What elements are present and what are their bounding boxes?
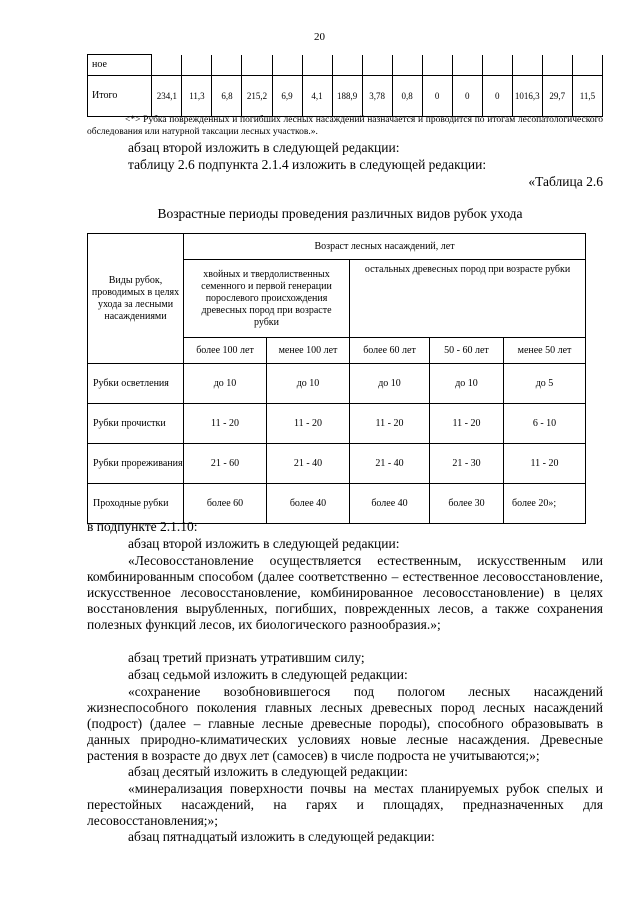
table-cell: 11 - 20 — [430, 404, 504, 444]
instruction-line: таблицу 2.6 подпункта 2.1.4 изложить в следующей редакции: — [128, 157, 487, 172]
row-label: Рубки осветления — [88, 364, 184, 404]
subheader-cell: более 60 лет — [350, 338, 430, 364]
table-cell: до 10 — [430, 364, 504, 404]
header-group-other: остальных древесных пород при возрасте рубки — [350, 260, 586, 338]
table-row-total — [88, 76, 603, 117]
subheader-cell: более 100 лет — [184, 338, 267, 364]
table-cell: 11 - 20 — [504, 444, 586, 484]
instruction-line: абзац второй изложить в следующей редакции: — [128, 140, 400, 155]
table-cell: 11 - 20 — [267, 404, 350, 444]
subheader-cell: 50 - 60 лет — [430, 338, 504, 364]
header-types: Виды рубок, проводимых в целях ухода за лесными насаждениями — [88, 234, 184, 364]
table-cell: до 5 — [504, 364, 586, 404]
table-cell: более 40 — [267, 484, 350, 524]
table-cell: 21 - 40 — [267, 444, 350, 484]
total-cell: 0 — [482, 76, 512, 117]
previous-table — [87, 54, 603, 117]
paragraph: в подпункте 2.1.10: — [87, 519, 198, 534]
table-caption: Возрастные периоды проведения различных видов рубок ухода — [157, 206, 523, 221]
footnote: <*> Рубка поврежденных и погибших лесных насаждений назначается и проводится по итогам лесопатологического обследования или натурной таксации лесных участков.». — [87, 115, 603, 137]
table-number: «Таблица 2.6 — [528, 174, 603, 189]
table-cell: более 30 — [430, 484, 504, 524]
paragraph: абзац седьмой изложить в следующей редакции: — [128, 667, 408, 682]
row-label: Проходные рубки — [88, 484, 184, 524]
table-row — [88, 444, 586, 484]
table-row — [88, 484, 586, 524]
page-number: 20 — [314, 31, 325, 43]
paragraph: «сохранение возобновившегося под пологом лесных насаждений жизнеспособного поколения главных лесных древесных пород лесных насаждений (подрост) (далее – главные лесные древесные породы), способного образовывать в данных природно-климатических условиях новые лесные насаждения. Древесные растения в возрасте до двух лет (самосев) в числе подроста не учитываются;»; — [87, 684, 603, 763]
paragraph: абзац десятый изложить в следующей редакции: — [128, 764, 408, 779]
total-cell: 1016,3 — [512, 76, 542, 117]
total-cell: 3,78 — [362, 76, 392, 117]
table-row — [88, 55, 603, 76]
total-cell: 234,1 — [152, 76, 182, 117]
table-cell: 11 - 20 — [184, 404, 267, 444]
total-cell: 0 — [422, 76, 452, 117]
table-cell: 21 - 60 — [184, 444, 267, 484]
subheader-cell: менее 100 лет — [267, 338, 350, 364]
table-cell: более 20»; — [504, 484, 586, 524]
partial-row-label: ное — [88, 55, 152, 76]
table-cell: более 60 — [184, 484, 267, 524]
total-cell: 4,1 — [302, 76, 332, 117]
total-cell: 188,9 — [332, 76, 362, 117]
table-2-6 — [87, 233, 586, 524]
total-cell: 11,5 — [572, 76, 602, 117]
subheader-cell: менее 50 лет — [504, 338, 586, 364]
table-cell: до 10 — [350, 364, 430, 404]
header-group-conifer: хвойных и твердолиственных семенного и первой генерации порослевого происхождения древесных пород при возрасте рубки — [184, 260, 350, 338]
table-row — [88, 364, 586, 404]
row-label: Рубки прореживания — [88, 444, 184, 484]
table-cell: до 10 — [267, 364, 350, 404]
total-cell: 0 — [452, 76, 482, 117]
paragraph: «Лесовосстановление осуществляется естественным, искусственным или комбинированным способом (далее соответственно – естественное лесовосстановление, искусственное лесовосстановление, комбинированное лесовосстановление) в целях восстановления вырубленных, погибших, поврежденных лесов, а также сохранения полезных функций лесов, их биологического разнообразия.»; — [87, 553, 603, 632]
table-cell: 21 - 40 — [350, 444, 430, 484]
total-cell: 6,8 — [212, 76, 242, 117]
total-cell: 29,7 — [542, 76, 572, 117]
header-age: Возраст лесных насаждений, лет — [184, 234, 586, 260]
paragraph: «минерализация поверхности почвы на местах планируемых рубок спелых и перестойных насаждений, на гарях и площадях, предназначенных для лесовосстановления;»; — [87, 781, 603, 828]
total-label: Итого — [88, 76, 152, 117]
row-label: Рубки прочистки — [88, 404, 184, 444]
paragraph: абзац пятнадцатый изложить в следующей редакции: — [128, 829, 435, 844]
total-cell: 0,8 — [392, 76, 422, 117]
table-cell: 21 - 30 — [430, 444, 504, 484]
table-cell: более 40 — [350, 484, 430, 524]
paragraph: абзац третий признать утратившим силу; — [128, 650, 365, 665]
table-cell: до 10 — [184, 364, 267, 404]
total-cell: 11,3 — [182, 76, 212, 117]
table-cell: 11 - 20 — [350, 404, 430, 444]
total-cell: 215,2 — [242, 76, 272, 117]
table-row — [88, 404, 586, 444]
table-cell: 6 - 10 — [504, 404, 586, 444]
paragraph: абзац второй изложить в следующей редакции: — [128, 536, 400, 551]
total-cell: 6,9 — [272, 76, 302, 117]
